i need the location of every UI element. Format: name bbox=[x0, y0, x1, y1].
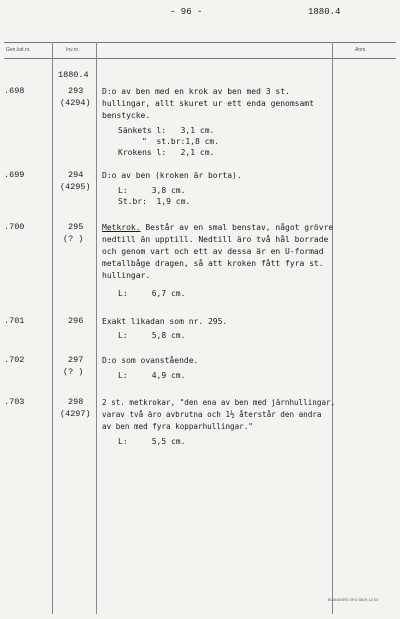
entry-catalog-number: .700 bbox=[4, 222, 25, 232]
entry-text-line: varav två äro avbrutna och 1½ återstår den andra bbox=[102, 410, 322, 419]
entry-text-line: Exakt likadan som nr. 295. bbox=[102, 317, 228, 326]
printer-imprint: BLANDERS ORG 8819 12.54 bbox=[328, 598, 378, 602]
entry-text-line: och genom vart och ett av dessa är en U-formad bbox=[102, 247, 324, 256]
entry-catalog-number: .698 bbox=[4, 86, 25, 96]
entry-inventory-alt: (4295) bbox=[60, 182, 91, 192]
entry-inventory-number: 294 bbox=[68, 170, 84, 180]
entry-text-line: D:o av ben med en krok av ben med 3 st. bbox=[102, 87, 290, 96]
entry-text-line: metallbåge dragen, så att kroken fått fyra st. bbox=[102, 259, 324, 268]
entry-text-line: nedtill än upptill. Nedtill äro två hål borrade bbox=[102, 235, 329, 244]
entry-text-line: hullingar, allt skuret ur ett enda genomsamt bbox=[102, 99, 314, 108]
entry-measure: L: 5,8 cm. bbox=[118, 331, 186, 340]
entry-measure: Krokens l: 2,1 cm. bbox=[118, 148, 215, 157]
entry-inventory-number: 296 bbox=[68, 316, 84, 326]
column-header-catalog: Gen.kat.nr. bbox=[6, 47, 31, 53]
entry-text-line: D:o av ben (kroken är borta). bbox=[102, 171, 242, 180]
entry-catalog-number: .701 bbox=[4, 316, 25, 326]
entry-measure: St.br: 1,9 cm. bbox=[118, 197, 191, 206]
entry-inventory-alt: (? ) bbox=[63, 367, 84, 377]
entry-inventory-number: 297 bbox=[68, 355, 84, 365]
column-divider-3 bbox=[332, 42, 333, 614]
entry-text-line: hullingar. bbox=[102, 271, 151, 280]
entry-measure: L: 5,5 cm. bbox=[118, 437, 186, 446]
entry-inventory-alt: (? ) bbox=[63, 234, 84, 244]
entry-inventory-number: 295 bbox=[68, 222, 84, 232]
entry-inventory-alt: (4294) bbox=[60, 98, 91, 108]
column-header-notes: Anm. bbox=[355, 47, 367, 53]
page-number: - 96 - bbox=[170, 7, 203, 17]
entry-measure: L: 6,7 cm. bbox=[118, 289, 186, 298]
entry-text-line: Består av en smal benstav, något grövre bbox=[140, 223, 334, 232]
column-divider-1 bbox=[52, 42, 53, 614]
entry-first-line bbox=[102, 222, 333, 233]
header-bottom-rule bbox=[4, 58, 396, 59]
entry-measure: " st.br:1,8 cm. bbox=[142, 137, 220, 146]
header-top-rule bbox=[4, 42, 396, 43]
column-divider-2 bbox=[96, 42, 97, 614]
entry-inventory-number: 298 bbox=[68, 397, 84, 407]
entry-catalog-number: .702 bbox=[4, 355, 25, 365]
year-code: 1880.4 bbox=[308, 7, 341, 17]
entry-text-line: benstycke. bbox=[102, 111, 151, 120]
entry-measure: L: 3,8 cm. bbox=[118, 186, 186, 195]
entry-text-line: av ben med fyra kopparhullingar." bbox=[102, 422, 253, 431]
entry-inventory-number: 293 bbox=[68, 86, 84, 96]
entry-measure: L: 4,9 cm. bbox=[118, 371, 186, 380]
entry-catalog-number: .699 bbox=[4, 170, 25, 180]
entry-title: Metkrok. bbox=[102, 223, 141, 232]
entry-catalog-number: .703 bbox=[4, 397, 25, 407]
entry-measure: Sänkets l: 3,1 cm. bbox=[118, 126, 215, 135]
year-marker: 1880.4 bbox=[58, 70, 89, 80]
entry-text-line: D:o som ovanstående. bbox=[102, 356, 199, 365]
entry-text-line: 2 st. metkrokar, "den ena av ben med järnhullingar, bbox=[102, 398, 336, 407]
column-header-inventory: Inv.nr. bbox=[66, 47, 80, 53]
entry-inventory-alt: (4297) bbox=[60, 409, 91, 419]
